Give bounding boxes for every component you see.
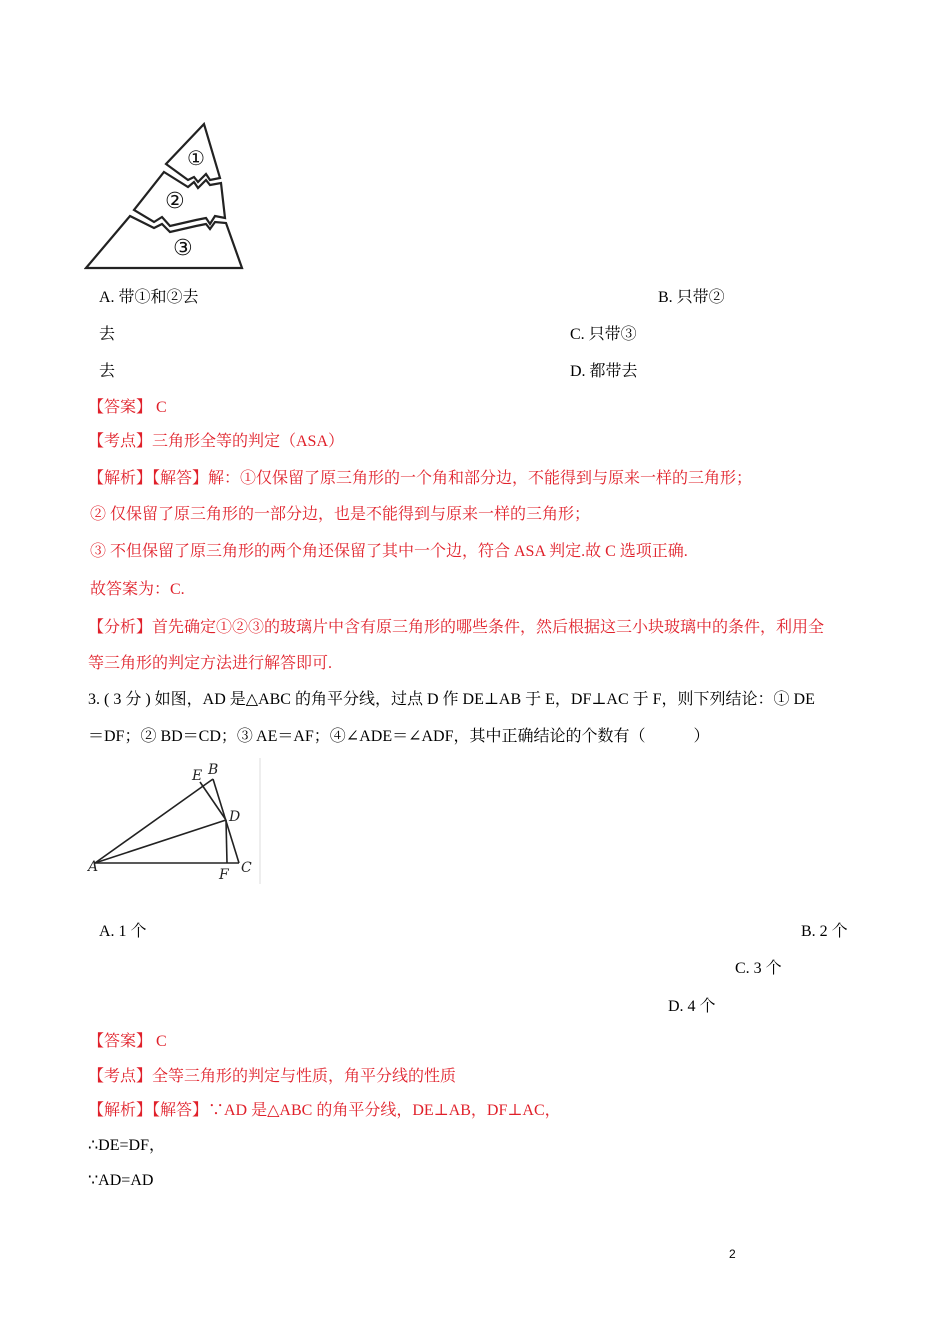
q2-option-b: B. 只带② — [658, 289, 725, 306]
q3-stem-line-1: 3. ( 3 分 ) 如图，AD 是△ABC 的角平分线，过点 D 作 DE⊥AB 于 E，DF⊥AC 于 F，则下列结论：① DE — [88, 691, 815, 708]
piece-3-label: ③ — [173, 236, 193, 261]
glass-triangle-figure — [84, 120, 250, 275]
q3-option-c: C. 3 个 — [735, 960, 782, 977]
label-e: E — [192, 768, 203, 784]
q2-option-c: C. 只带③ — [570, 326, 637, 343]
q2-analysis-line-1: 【分析】首先确定①②③的玻璃片中含有原三角形的哪些条件，然后根据这三小块玻璃中的条件，利用全 — [88, 619, 825, 636]
q3-answer: 【答案】 C — [88, 1033, 167, 1050]
segment-ad — [95, 820, 226, 863]
q3-solution-line-2: ∴DE=DF， — [88, 1137, 165, 1154]
q3-solution-line-1 — [88, 1101, 561, 1121]
q2-solution-line-4: 故答案为：C. — [90, 581, 185, 598]
q3-solution-line-3: ∵AD=AD — [88, 1172, 154, 1189]
q3-knowledge-point: 【考点】全等三角形的判定与性质，角平分线的性质 — [88, 1068, 457, 1085]
piece-2-label: ② — [165, 189, 185, 214]
q3-option-a: A. 1 个 — [99, 923, 147, 940]
q3-stem-line-2: ＝DF；② BD＝CD；③ AE＝AF；④∠ADE＝∠ADF，其中正确结论的个数有（ ） — [88, 728, 710, 745]
segment-ab — [95, 779, 213, 863]
q2-analysis-line-2: 等三角形的判定方法进行解答即可. — [88, 655, 333, 672]
q2-solution-line-2: ② 仅保留了原三角形的一部分边，也是不能得到与原来一样的三角形； — [90, 506, 591, 523]
label-d: D — [229, 809, 241, 825]
label-a: A — [88, 859, 99, 875]
piece-1-label: ① — [187, 146, 205, 170]
q2-knowledge-point: 【考点】三角形全等的判定（ASA） — [88, 433, 345, 450]
q2-option-b-continued: 去 — [99, 326, 116, 343]
segment-de — [200, 782, 226, 820]
q2-option-a: A. 带①和②去 — [99, 289, 199, 306]
q3-option-d: D. 4 个 — [668, 998, 716, 1015]
label-c: C — [241, 860, 252, 876]
segment-df — [226, 820, 227, 863]
q2-option-d: D. 都带去 — [570, 363, 638, 380]
label-b: B — [208, 762, 219, 778]
q3-option-b: B. 2 个 — [801, 923, 848, 940]
q2-solution-line-3: ③ 不但保留了原三角形的两个角还保留了其中一个边，符合 ASA 判定.故 C 选项正确. — [90, 543, 688, 560]
q3-solution-text-1: 【解析】【解答】∵AD 是△ABC 的角平分线，DE⊥AB，DF⊥AC， — [88, 1102, 561, 1119]
page-number: 2 — [729, 1247, 736, 1261]
q2-option-c-continued: 去 — [99, 363, 116, 380]
label-f: F — [219, 867, 229, 883]
triangle-abc-figure — [86, 758, 262, 884]
q2-solution-line-1: 【解析】【解答】解：①仅保留了原三角形的一个角和部分边，不能得到与原来一样的三角形； — [88, 470, 753, 487]
q2-answer: 【答案】 C — [88, 399, 167, 416]
